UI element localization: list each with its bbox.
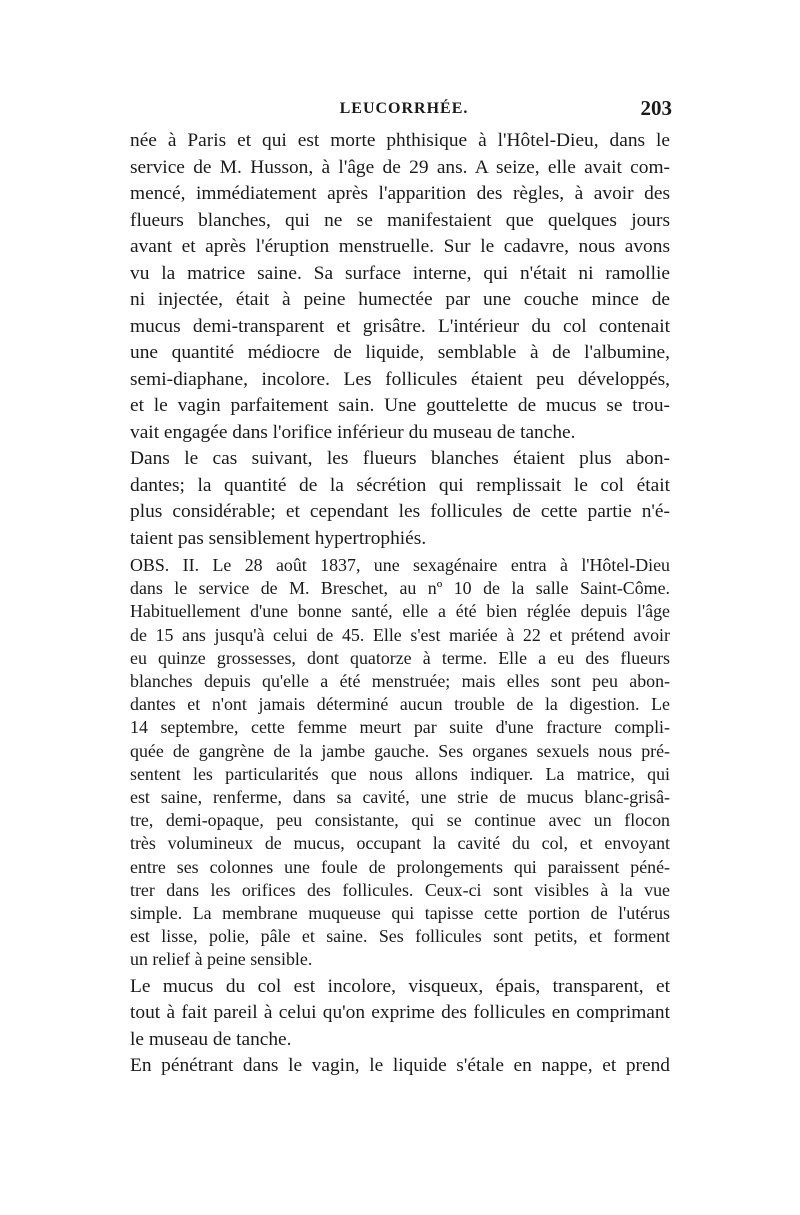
text-line: et le vagin parfaitement sain. Une gouttelette de mucus se trou- [130,395,670,416]
text-line: plus considérable; et cependant les follicules de cette partie n'é- [130,501,670,522]
text-line: de 15 ans jusqu'à celui de 45. Elle s'est mariée à 22 et prétend avoir [130,624,670,645]
text-line: Dans le cas suivant, les flueurs blanches étaient plus abon- [130,448,670,469]
text-line: est saine, renferme, dans sa cavité, une strie de mucus blanc-grisâ- [130,787,670,808]
text-line: Habituellement d'une bonne santé, elle a été bien réglée depuis l'âge [130,601,670,622]
text-line: vait engagée dans l'orifice inférieur du museau de tanche. [130,421,576,443]
text-line: tout à fait pareil à celui qu'on exprime des follicules en comprimant [130,1002,670,1024]
text-line: est lisse, polie, pâle et saine. Ses follicules sont petits, et forment [130,926,670,947]
text-line: mucus demi-transparent et grisâtre. L'intérieur du col contenait [130,315,670,337]
text-line: entre ses colonnes une foule de prolongements qui paraissent péné- [130,856,670,877]
text-line: dans le service de M. Breschet, au nº 10 de la salle Saint-Côme. [130,578,670,599]
text-line: un relief à peine sensible. [130,949,313,970]
text-line: quée de gangrène de la jambe gauche. Ses organes sexuels nous pré- [130,740,670,761]
text-line: mencé, immédiatement après l'apparition des règles, à avoir des [130,183,670,204]
text-line: très volumineux de mucus, occupant la cavité du col, et envoyant [130,833,670,854]
page-header [128,96,680,126]
text-line: vu la matrice saine. Sa surface interne, qui n'était ni ramollie [130,262,670,284]
text-line: eu quinze grossesses, dont quatorze à terme. Elle a eu des flueurs [130,647,670,668]
text-line: une quantité médiocre de liquide, semblable à de l'albumine, [130,342,670,363]
text-line: Le mucus du col est incolore, visqueux, épais, transparent, et [130,975,670,997]
observation-2 [130,554,670,972]
text-line: simple. La membrane muqueuse qui tapisse cette portion de l'utérus [130,903,670,924]
page-number: 203 [640,96,672,120]
text-line: sentent les particularités que nous allons indiquer. La matrice, qui [130,763,670,784]
text-line: dantes; la quantité de la sécrétion qui remplissait le col était [130,474,670,496]
text-line: 14 septembre, cette femme meurt par suite d'une fracture compli- [130,717,670,738]
text-line: le museau de tanche. [130,1028,292,1050]
text-line: trer dans les orifices des follicules. Ceux-ci sont visibles à la vue [130,879,670,900]
text-line: OBS. II. Le 28 août 1837, une sexagénaire entra à l'Hôtel-Dieu [130,555,670,575]
text-line: tre, demi-opaque, peu consistante, qui se continue avec un flocon [130,810,670,831]
text-line: service de M. Husson, à l'âge de 29 ans. A seize, elle avait com- [130,156,670,178]
text-line: taient pas sensiblement hypertrophiés. [130,527,427,549]
text-line: En pénétrant dans le vagin, le liquide s'étale en nappe, et prend [130,1055,670,1077]
paragraph-1 [130,128,670,446]
running-head: LEUCORRHÉE. [339,100,469,117]
text-line: semi-diaphane, incolore. Les follicules étaient peu développés, [130,368,670,390]
text-line: blanches depuis qu'elle a été menstruée; mais elles sont peu abon- [130,671,670,692]
text-line: avant et après l'éruption menstruelle. Sur le cadavre, nous avons [130,236,670,257]
text-line: ni injectée, était à peine humectée par une couche mince de [130,289,670,310]
body-text [130,128,670,1080]
paragraph-2 [130,446,670,552]
text-line: flueurs blanches, qui ne se manifestaient que quelques jours [130,209,670,231]
text-line: dantes et n'ont jamais déterminé aucun trouble de la digestion. Le [130,694,670,715]
paragraph-4 [130,1053,670,1080]
text-line: née à Paris et qui est morte phthisique à l'Hôtel-Dieu, dans le [130,130,670,151]
paragraph-3 [130,974,670,1054]
